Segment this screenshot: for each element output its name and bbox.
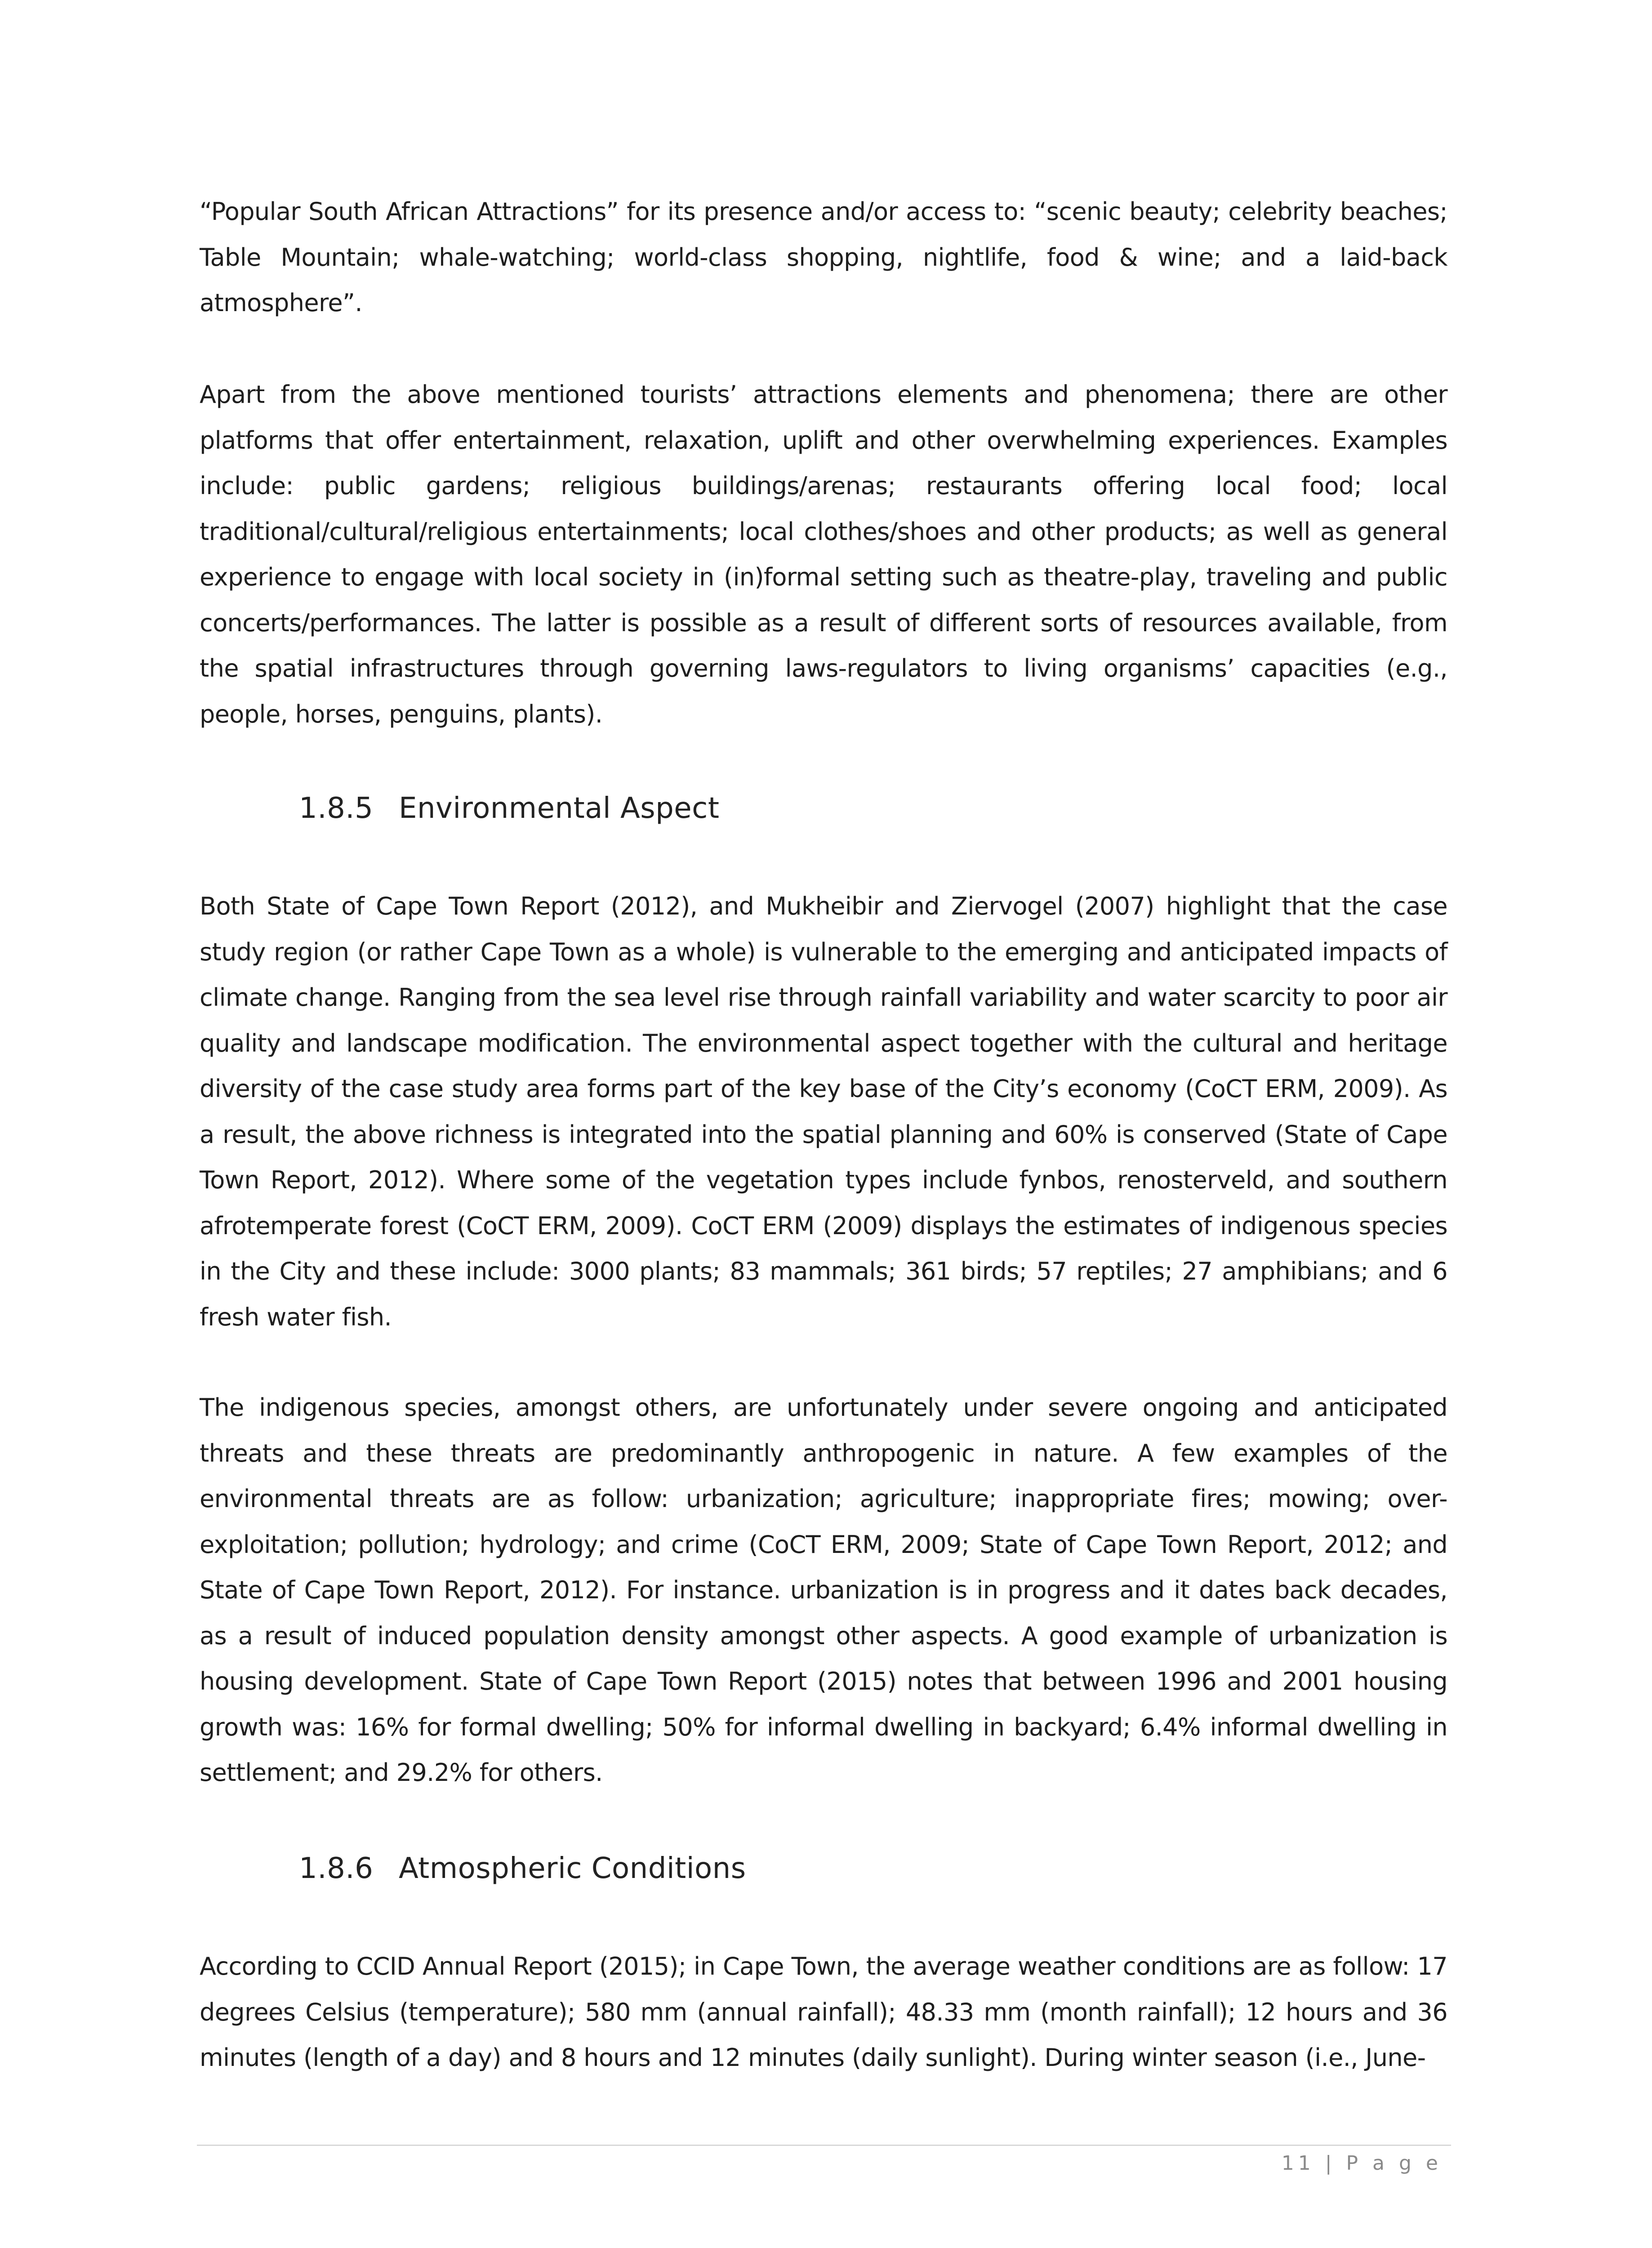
section-number: 1.8.6 — [299, 1852, 374, 1885]
section-number: 1.8.5 — [299, 792, 374, 825]
paragraph-attractions: “Popular South African Attractions” for its presence and/or access to: “scenic beauty; celebrity beaches; Table Mountain; whale-watching; world-class shopping, nightlife, food & wine; and a laid-back atmosphere”. — [200, 197, 1447, 317]
paragraph-threats: The indigenous species, amongst others, are unfortunately under severe ongoing and anticipated threats and these threats are predominantly anthropogenic in nature. A few examples of the environmental threats are as follow: urbanization; agriculture; inappropriate fires; mowing; over-exploitation; pollution; hydrology; and crime (CoCT ERM, 2009; State of Cape Town Report, 2012; and State of Cape Town Report, 2012). For instance. urbanization is in progress and it dates back decades, as a result of induced population density amongst other aspects. A good example of urbanization is housing development. State of Cape Town Report (2015) notes that between 1996 and 2001 housing growth was: 16% for formal dwelling; 50% for informal dwelling in backyard; 6.4% informal dwelling in settlement; and 29.2% for others. — [200, 1393, 1447, 1787]
section-heading-environmental — [299, 790, 719, 826]
section-heading-atmospheric — [299, 1851, 746, 1887]
page-number: 11 | P a g e — [1281, 2152, 1442, 2175]
paragraph-weather: According to CCID Annual Report (2015); in Cape Town, the average weather conditions are as follow: 17 degrees Celsius (temperature); 580 mm (annual rainfall); 48.33 mm (month rainfall); 12 hours and 36 minutes (length of a day) and 8 hours and 12 minutes (daily sunlight). During winter season (i.e., June- — [200, 1952, 1447, 2072]
footer-divider — [197, 2145, 1451, 2146]
paragraph-platforms: Apart from the above mentioned tourists’ attractions elements and phenomena; there are other platforms that offer entertainment, relaxation, uplift and other overwhelming experiences. Examples include: public gardens; religious buildings/arenas; restaurants offering local food; local traditional/cultural/religious entertainments; local clothes/shoes and other products; as well as general experience to engage with local society in (in)formal setting such as theatre-play, traveling and public concerts/performances. The latter is possible as a result of different sorts of resources available, from the spatial infrastructures through governing laws-regulators to living organisms’ capacities (e.g., people, horses, penguins, plants). — [200, 380, 1447, 728]
paragraph-climate: Both State of Cape Town Report (2012), and Mukheibir and Ziervogel (2007) highlight that the case study region (or rather Cape Town as a whole) is vulnerable to the emerging and anticipated impacts of climate change. Ranging from the sea level rise through rainfall variability and water scarcity to poor air quality and landscape modification. The environmental aspect together with the cultural and heritage diversity of the case study area forms part of the key base of the City’s economy (CoCT ERM, 2009). As a result, the above richness is integrated into the spatial planning and 60% is conserved (State of Cape Town Report, 2012). Where some of the vegetation types include fynbos, renosterveld, and southern afrotemperate forest (CoCT ERM, 2009). CoCT ERM (2009) displays the estimates of indigenous species in the City and these include: 3000 plants; 83 mammals; 361 birds; 57 reptiles; 27 amphibians; and 6 fresh water fish. — [200, 892, 1447, 1331]
section-title: Environmental Aspect — [399, 792, 720, 825]
section-title: Atmospheric Conditions — [399, 1852, 746, 1885]
